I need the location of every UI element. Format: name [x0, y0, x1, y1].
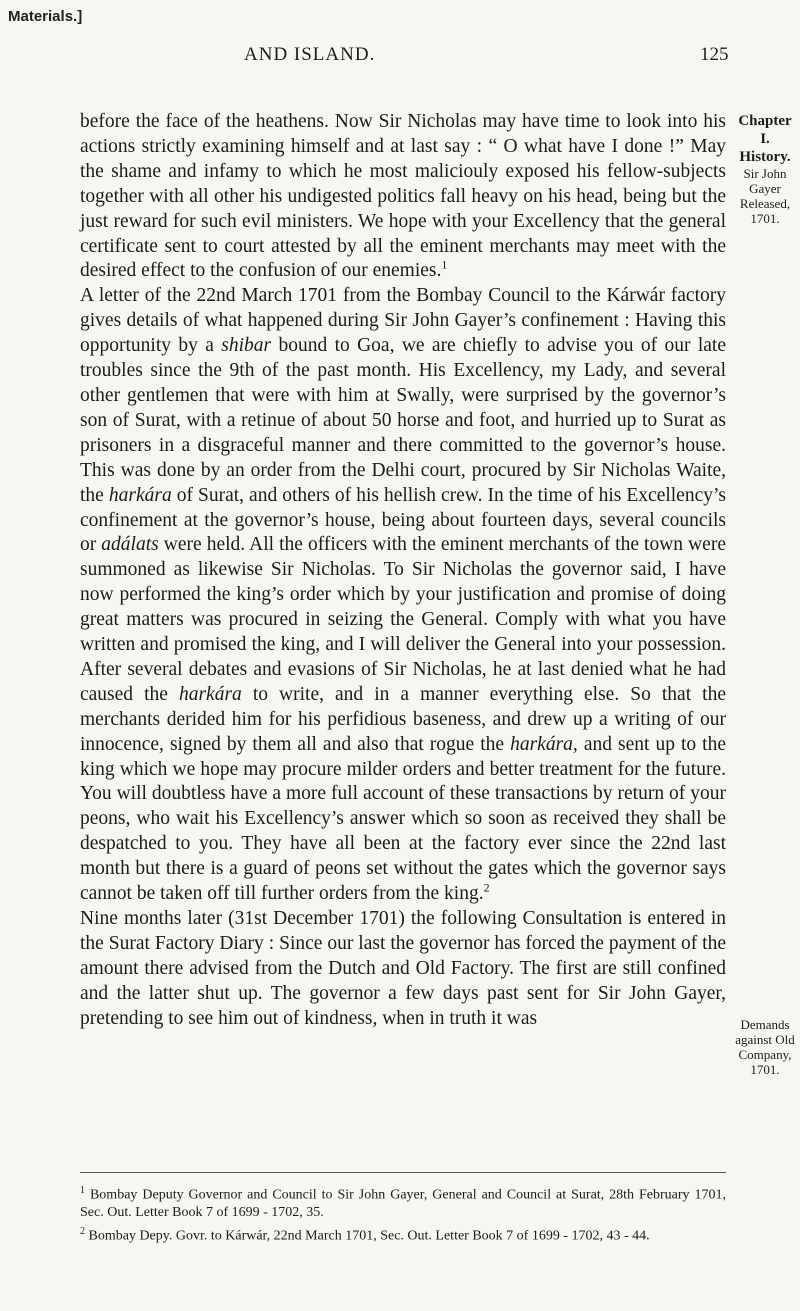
paragraph-2-text-f: and sent up to the king which we hope may procure milder orders and better treatment for the future. You will doubtless have a more full account of these transactions by return of your peons, who wait his Excellency’s answer which so soon as received they shall be despatched to you. They have all been at the factory ever since the 22nd last month but there is a guard of peons set without the gates which the governor says cannot be taken off till further orders from the king. [80, 733, 726, 905]
margin-note-chapter [732, 112, 798, 226]
margin-note-gayer-released: Sir John Gayer Released, 1701. [739, 166, 791, 226]
italic-term-harkara: harkára [108, 484, 172, 506]
footnotes [80, 1182, 726, 1246]
paragraph-2-text-a: A letter of the 22nd March 1701 from the Bombay Council to the Kárwár factory gives details of what happened during Sir John Gayer’s confinement : Having this opportunity by a [80, 285, 726, 357]
paragraph-2-text-e: to write, and in a manner everything else. So that the merchants derided him for his perfidious baseness, and drew up a writing of our innocence, signed by them all and also that rogue the [80, 683, 726, 755]
footnote-2 [80, 1223, 726, 1245]
margin-note-demands [732, 1017, 798, 1077]
running-title: AND ISLAND. [244, 44, 376, 65]
footnote-1-number: 1 [80, 1185, 85, 1196]
paragraph-2-text-b: bound to Goa, we are chiefly to advise you of our late troubles since the 9th of the past month. His Excellency, my Lady, and several other gentlemen that were with him at Swally, were surprised by the governor’s son of Surat, with a retinue of about 50 horse and foot, and hurried up to Surat as prisoners in a disgraceful manner and there committed to the governor’s house. This was done by an order from the Delhi court, procured by Sir Nicholas Waite, the [80, 335, 726, 506]
paragraph-1-text: before the face of the heathens. Now Sir Nicholas may have time to look into his actions strictly examining himself and at last say : “ O what have I done !” May the shame and infamy to which he most maliciouly exposed his fellow-subjects together with all other his undigested politics fall heavy on his head, being but the just reward for such evil ministers. We hope with your Excellency that the general certificate sent to court attested by all the eminent merchants may meet with the desired effect to the confusion of our enemies. [80, 111, 726, 282]
section-label: Materials.] [8, 8, 83, 25]
paragraph-3: Nine months later (31st December 1701) the following Consultation is entered in the Surat Factory Diary : Since our last the governor has forced the payment of the amount there advised from the Dutch and Old Factory. The first are still confined and the latter shut up. The governor a few days past sent for Sir John Gayer, pretending to see him out of kindness, when in truth it was [80, 908, 726, 1029]
paragraph-2-text-c: of Surat, and others of his hellish crew. In the time of his Excellency’s confinement at the governor’s house, being about fourteen days, several councils or [80, 484, 726, 556]
margin-note-history: History. [739, 149, 791, 165]
margin-note-demands-text: Demands against Old Company, 1701. [735, 1017, 795, 1077]
footnote-ref-2[interactable]: 2 [483, 880, 490, 895]
footnote-2-text: Bombay Depy. Govr. to Kárwár, 22nd March 1701, Sec. Out. Letter Book 7 of 1699 - 1702, 43 - 44. [88, 1228, 650, 1244]
running-head [0, 44, 800, 74]
page-number: 125 [700, 44, 729, 65]
paragraph-1 [80, 110, 726, 284]
italic-term-adalats: adálats [101, 534, 159, 556]
body-text [80, 110, 726, 1032]
footnote-ref-1[interactable]: 1 [441, 257, 448, 272]
italic-term-harkara-3: harkára, [510, 733, 578, 755]
footnote-2-number: 2 [80, 1225, 85, 1237]
italic-term-harkara-2: harkára [178, 683, 242, 705]
footnote-divider [80, 1172, 726, 1173]
margin-note-chapter-title: Chapter I. [738, 113, 792, 147]
italic-term-shibar: shibar [221, 335, 272, 357]
footnote-1-text: Bombay Deputy Governor and Council to Sir John Gayer, General and Council at Surat, 28th February 1701, Sec. Out. Letter Book 7 of 1699 - 1702, 35. [80, 1187, 726, 1220]
paragraph-2 [80, 284, 726, 907]
paragraph-2-text-d: were held. All the officers with the eminent merchants of the town were summoned as likewise Sir Nicholas. To Sir Nicholas the governor said, I have now performed the king’s order which by your justification and promise of doing great matters was procured in seizing the General. Comply with what you have written and promised the king, and I will deliver the General into your possession. After several debates and evasions of Sir Nicholas, he at last denied what he had caused the [80, 534, 726, 705]
footnote-1 [80, 1182, 726, 1221]
